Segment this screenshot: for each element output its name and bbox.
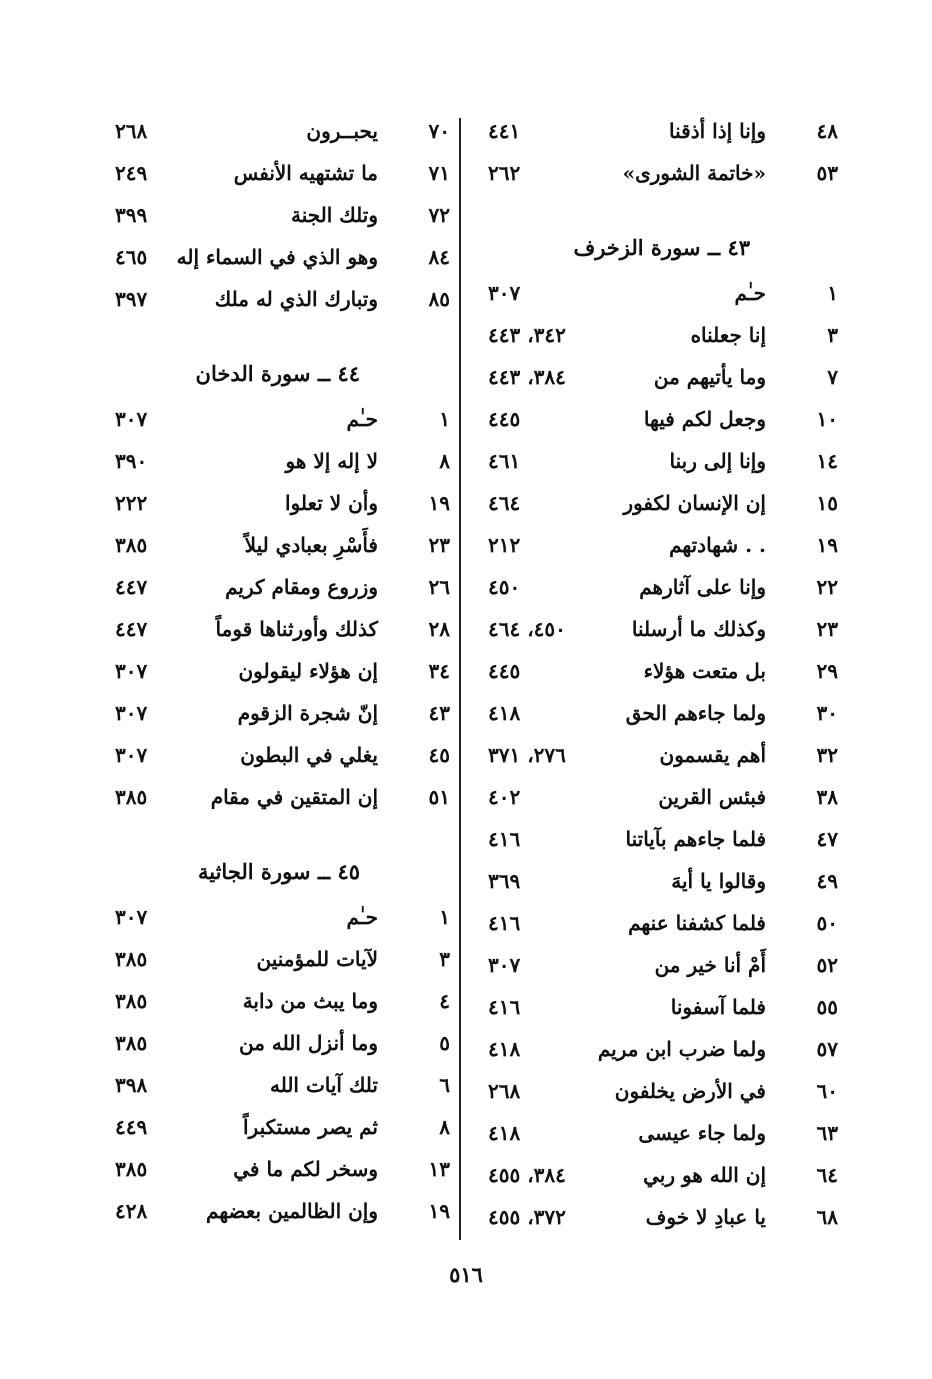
verse-text: إن الله هو ربي [643,1163,766,1187]
verse-number: ٦٣ [816,1121,838,1145]
page-references: ٣٨٥ [115,533,148,557]
verse-text: ولما جاء عيسى [638,1121,766,1145]
page-references: ٣٤٢، ٤٤٣ [488,323,566,347]
verse-text: «خاتمة الشورى» [622,161,766,185]
index-entry [105,524,450,566]
verse-number: ٢٣ [428,533,450,557]
verse-number: ٢٨ [428,617,450,641]
page-references: ٣٨٥ [115,947,148,971]
page-references: ٤١٦ [488,911,521,935]
page-references: ٣٨٥ [115,989,148,1013]
verse-text: وأن لا تعلوا [285,491,378,515]
page-references: ٢٦٢ [488,161,521,185]
verse-number: ٣٨ [816,785,838,809]
index-entry [478,1112,838,1154]
section-gap [478,194,838,224]
index-entry [105,482,450,524]
index-entry [105,1148,450,1190]
verse-number: ٥ [439,1031,450,1055]
verse-text: يا عبادِ لا خوف [645,1205,766,1229]
index-entry [105,152,450,194]
page-references: ٤٤٩ [115,1115,148,1139]
surah-heading-jathiya: ٤٥ ــ سورة الجاثية [197,859,360,884]
index-entry [478,986,838,1028]
verse-text: وإنا إلى ربنا [669,449,766,473]
verse-text: وزروع ومقام كريم [225,575,378,599]
index-entry [478,524,838,566]
verse-text: إنّ شجرة الزقوم [237,701,378,725]
verse-number: ٤٩ [816,869,838,893]
verse-number: ٣ [439,947,450,971]
verse-number: ٤٧ [816,827,838,851]
page-references: ٤٠٢ [488,785,521,809]
page-references: ٤٤٧ [115,617,148,641]
verse-number: ١٤ [816,449,838,473]
verse-number: ٦٠ [816,1079,838,1103]
index-entry [105,1106,450,1148]
verse-text: وإنا على آثارهم [639,575,766,599]
verse-text: يغلي في البطون [240,743,378,767]
index-entry [105,776,450,818]
verse-text: وما يأتيهم من [653,365,766,389]
left-column [105,110,450,1232]
verse-number: ٣٢ [816,743,838,767]
verse-text: حـٰم [346,905,378,929]
verse-number: ١٩ [428,491,450,515]
index-entry [105,1064,450,1106]
verse-text: فلما جاءهم بآياتنا [625,827,766,851]
page-references: ٤٦٥ [115,245,148,269]
verse-number: ٣٠ [816,701,838,725]
index-entry [478,566,838,608]
page-references: ٤٦٤ [488,491,521,515]
verse-text: إن الإنسان لكفور [623,491,766,515]
page-references: ٢٤٩ [115,161,148,185]
verse-text: لآيات للمؤمنين [256,947,378,971]
verse-text: إنا جعلناه [690,323,766,347]
surah-heading-dukhan: ٤٤ ــ سورة الدخان [195,361,360,386]
page-references: ٤٦١ [488,449,521,473]
verse-text: كذلك وأورثناها قوماً [215,617,378,641]
section-gap [105,818,450,848]
verse-text: فبئس القرين [658,785,766,809]
verse-number: ٥٧ [816,1037,838,1061]
page-references: ٤٥٠ [488,575,521,599]
index-entry [478,1070,838,1112]
verse-number: ٣٤ [428,659,450,683]
page-references: ٤١٨ [488,701,521,725]
verse-number: ٨ [439,449,450,473]
verse-text: وكذلك ما أرسلنا [631,617,766,641]
section-gap [105,320,450,350]
index-entry [105,608,450,650]
index-entry [478,356,838,398]
verse-number: ٢٦ [428,575,450,599]
page-references: ٣٠٧ [115,743,148,767]
index-entry [478,776,838,818]
index-entry [105,110,450,152]
index-entry [478,944,838,986]
page-references: ٣٨٤، ٤٤٣ [488,365,566,389]
verse-number: ١٩ [428,1199,450,1223]
index-entry [478,1196,838,1238]
verse-number: ٧٠ [428,119,450,143]
index-entry [478,818,838,860]
page-references: ٣٩٩ [115,203,148,227]
page-references: ٤٥٠، ٤٦٤ [488,617,566,641]
index-entry [478,902,838,944]
page-references: ٤٢٨ [115,1199,148,1223]
verse-number: ٣ [827,323,838,347]
index-entry [478,314,838,356]
index-entry [105,398,450,440]
verse-text: وإن الظالمين بعضهم [206,1199,378,1223]
index-entry [478,734,838,776]
index-entry [478,152,838,194]
verse-number: ١ [439,905,450,929]
verse-text: يحبــرون [306,119,378,143]
verse-text: فأَسْرِ بعبادي ليلاً [244,533,378,557]
page-references: ٢٢٢ [115,491,148,515]
page-references: ٣٠٧ [115,701,148,725]
verse-number: ٨٥ [428,287,450,311]
verse-text: أهم يقسمون [659,743,766,767]
index-entry [478,860,838,902]
page-references: ٤١٨ [488,1121,521,1145]
verse-text: تلك آيات الله [269,1073,378,1097]
index-entry [478,692,838,734]
verse-number: ١٣ [428,1157,450,1181]
page-references: ٢٦٨ [488,1079,521,1103]
page-references: ٣٨٤، ٤٥٥ [488,1163,566,1187]
left-rows-dukhan [105,398,450,818]
verse-text: إن هؤلاء ليقولون [238,659,378,683]
verse-text: وتبارك الذي له ملك [214,287,378,311]
index-entry [105,278,450,320]
verse-number: ٦٤ [816,1163,838,1187]
verse-text: لا إله إلا هو [285,449,378,473]
verse-number: ٥٠ [816,911,838,935]
page-references: ٣٠٧ [115,407,148,431]
verse-text: إن المتقين في مقام [210,785,378,809]
verse-number: ٥١ [428,785,450,809]
page-references: ٣٩٨ [115,1073,148,1097]
verse-number: ١٩ [816,533,838,557]
verse-number: ٧ [827,365,838,389]
verse-number: ٢٩ [816,659,838,683]
verse-text: ثم يصر مستكبراً [242,1115,378,1139]
verse-text: ما تشتهيه الأنفس [233,161,378,185]
verse-number: ٧١ [428,161,450,185]
index-entry [105,236,450,278]
verse-number: ٨ [439,1115,450,1139]
verse-number: ٦٨ [816,1205,838,1229]
verse-text: وتلك الجنة [291,203,378,227]
page-references: ٤٤٧ [115,575,148,599]
verse-text: ولما جاءهم الحق [625,701,766,725]
verse-number: ٥٢ [816,953,838,977]
right-column [478,110,838,1238]
verse-text: وهو الذي في السماء إله [176,245,378,269]
verse-number: ٧٢ [428,203,450,227]
page-references: ٤٤١ [488,119,521,143]
verse-text: فلما آسفونا [670,995,766,1019]
verse-text: أَمْ أنا خير من [654,953,766,977]
verse-number: ٤٨ [816,119,838,143]
surah-heading-zukhruf: ٤٣ ــ سورة الزخرف [573,235,750,260]
verse-number: ٦ [439,1073,450,1097]
index-entry [478,608,838,650]
page-references: ٤١٦ [488,995,521,1019]
right-top-rows [478,110,838,194]
index-entry [105,896,450,938]
page-references: ٤٤٥ [488,659,521,683]
page-references: ٤٤٥ [488,407,521,431]
page-number: ٥١٦ [449,1262,483,1287]
verse-text: . . شهادتهم [669,533,766,557]
verse-text: حـٰم [346,407,378,431]
verse-text: وما يبث من دابة [242,989,378,1013]
page-references: ٣٠٧ [115,905,148,929]
verse-number: ١ [439,407,450,431]
index-entry [105,440,450,482]
index-entry [478,650,838,692]
page-references: ٣٠٧ [488,281,521,305]
index-entry [478,398,838,440]
verse-text: وسخر لكم ما في [233,1157,378,1181]
page-references: ٢١٢ [488,533,521,557]
page-references: ٣٦٩ [488,869,521,893]
verse-text: وقالوا يا أيهَ [671,869,766,893]
left-rows-jathiya [105,896,450,1232]
index-entry [478,272,838,314]
page-references: ٣٨٥ [115,785,148,809]
verse-number: ٤٥ [428,743,450,767]
column-divider [459,118,461,1240]
page-references: ٤١٨ [488,1037,521,1061]
left-top-rows [105,110,450,320]
verse-number: ١ [827,281,838,305]
page-references: ٣٠٧ [488,953,521,977]
index-entry [478,440,838,482]
page-references: ٣٩٧ [115,287,148,311]
index-entry [478,482,838,524]
page-references: ٢٦٨ [115,119,148,143]
verse-text: وإنا إذا أذقنا [669,119,766,143]
right-rows [478,272,838,1238]
index-entry [105,938,450,980]
verse-number: ٤٣ [428,701,450,725]
verse-text: فلما كشفنا عنهم [628,911,766,935]
verse-number: ٨٤ [428,245,450,269]
verse-text: حـٰم [734,281,766,305]
page-references: ٣٨٥ [115,1031,148,1055]
index-entry [105,734,450,776]
verse-number: ٤ [439,989,450,1013]
index-entry [105,1190,450,1232]
page-references: ٣٩٠ [115,449,148,473]
verse-text: وما أنزل الله من [239,1031,378,1055]
index-entry [105,980,450,1022]
page-references: ٤١٦ [488,827,521,851]
verse-number: ٢٢ [816,575,838,599]
index-entry [478,1154,838,1196]
index-entry [478,110,838,152]
verse-text: بل متعت هؤلاء [643,659,766,683]
verse-text: ولما ضرب ابن مريم [597,1037,766,1061]
verse-text: وجعل لكم فيها [643,407,766,431]
verse-number: ١٠ [816,407,838,431]
index-entry [105,566,450,608]
verse-text: في الأرض يخلفون [614,1079,766,1103]
index-entry [105,1022,450,1064]
page-references: ٣٠٧ [115,659,148,683]
verse-number: ٥٥ [816,995,838,1019]
index-entry [105,692,450,734]
page-references: ٣٨٥ [115,1157,148,1181]
index-entry [105,650,450,692]
verse-number: ٥٣ [816,161,838,185]
page-references: ٢٧٦، ٣٧١ [488,743,566,767]
index-entry [478,1028,838,1070]
index-entry [105,194,450,236]
page-references: ٣٧٢، ٤٥٥ [488,1205,566,1229]
verse-number: ٢٣ [816,617,838,641]
verse-number: ١٥ [816,491,838,515]
